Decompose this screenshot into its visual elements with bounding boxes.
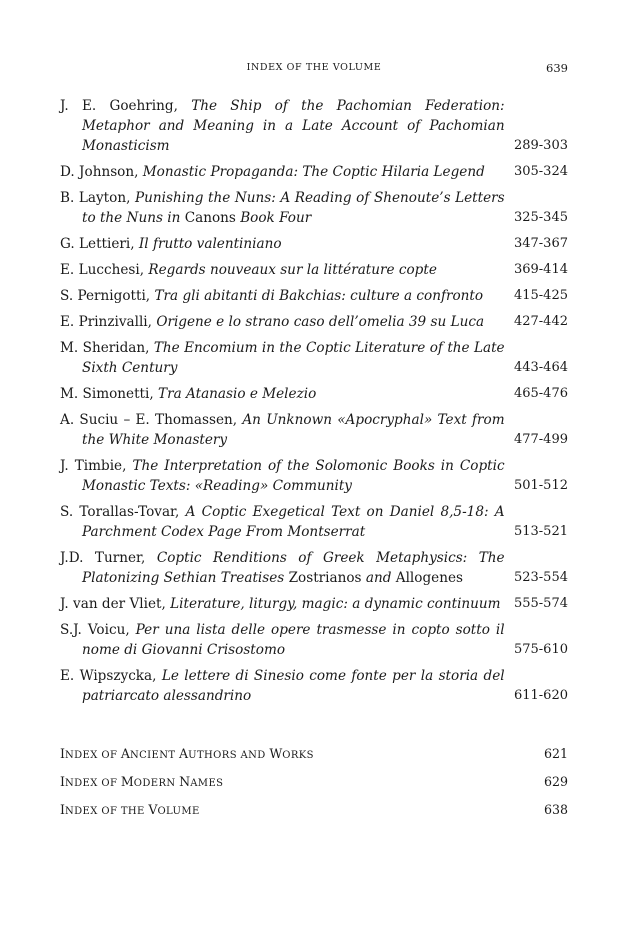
entry-author: B. Layton,	[60, 190, 131, 206]
entry-title: An Unknown «Apocryphal» Text from the White Monastery	[82, 412, 505, 448]
index-title-cap: M	[120, 774, 134, 789]
entry-title-upright: Canons	[184, 210, 236, 226]
running-header	[60, 62, 568, 78]
contents-entry	[60, 594, 568, 614]
entry-text	[60, 456, 505, 496]
running-title: INDEX OF THE VOLUME	[246, 62, 382, 73]
entry-author: M. Simonetti,	[60, 386, 154, 402]
index-entry	[60, 800, 568, 828]
index-title-cap: I	[60, 746, 65, 761]
contents-entry	[60, 286, 568, 306]
entry-text	[60, 96, 505, 156]
index-title-cap: W	[269, 746, 283, 761]
entry-title	[82, 550, 505, 586]
contents-entry	[60, 338, 568, 378]
contents-entry	[60, 620, 568, 660]
entry-pages: 289-303	[513, 138, 568, 153]
entry-pages: 369-414	[513, 262, 568, 277]
entry-author: A. Suciu – E. Thomassen,	[60, 412, 238, 428]
entry-pages: 477-499	[513, 432, 568, 447]
index-title-small: NDEX OF THE	[64, 806, 149, 817]
contents-entry	[60, 384, 568, 404]
entry-pages: 305-324	[513, 164, 568, 179]
index-list	[60, 744, 568, 828]
entry-title-part: Coptic Renditions of Greek Metaphysics: The Platonizing Sethian Treatises	[82, 550, 505, 586]
index-title-small: ORKS	[282, 750, 314, 761]
contents-entry	[60, 456, 568, 496]
entry-author: E. Prinzivalli,	[60, 314, 152, 330]
index-title-cap: A	[179, 746, 189, 761]
page-number: 639	[546, 61, 568, 75]
index-title-small: OLUME	[157, 806, 200, 817]
entry-text	[60, 594, 505, 614]
index-title-cap: V	[148, 802, 158, 817]
entry-text	[60, 410, 505, 450]
index-entry	[60, 744, 568, 772]
entry-text	[60, 338, 505, 378]
entry-author: G. Lettieri,	[60, 236, 135, 252]
entry-pages: 427-442	[513, 314, 568, 329]
entry-pages: 443-464	[513, 360, 568, 375]
entry-title: Tra gli abitanti di Bakchias: culture a confronto	[154, 288, 484, 304]
entry-pages: 501-512	[513, 478, 568, 493]
index-entry	[60, 772, 568, 800]
entry-title: A Coptic Exegetical Text on Daniel 8,5-18: A Parchment Codex Page From Montserrat	[82, 504, 505, 540]
index-title-cap: A	[120, 746, 130, 761]
entry-text	[60, 234, 505, 254]
entry-text	[60, 548, 505, 588]
entry-text	[60, 162, 505, 182]
entry-title: Le lettere di Sinesio come fonte per la storia del patriarcato alessandrino	[82, 668, 505, 704]
contents-entry	[60, 312, 568, 332]
entry-text	[60, 188, 505, 228]
entry-title-part: Book Four	[235, 210, 312, 226]
entry-title: The Ship of the Pachomian Federation: Metaphor and Meaning in a Late Account of Pachomian Monasticism	[82, 98, 505, 154]
entry-pages: 513-521	[513, 524, 568, 539]
entry-pages: 347-367	[513, 236, 568, 251]
entry-pages: 415-425	[513, 288, 568, 303]
contents-list	[60, 96, 568, 712]
contents-entry	[60, 548, 568, 588]
entry-text	[60, 286, 505, 306]
index-title-small: NDEX OF	[64, 778, 121, 789]
entry-title: Literature, liturgy, magic: a dynamic continuum	[170, 596, 501, 612]
entry-title: Tra Atanasio e Melezio	[158, 386, 317, 402]
index-page: 629	[543, 774, 568, 789]
index-title	[60, 800, 200, 828]
entry-title-upright: Zostrianos	[288, 570, 362, 586]
index-title	[60, 744, 314, 772]
entry-pages: 465-476	[513, 386, 568, 401]
index-title-small: AMES	[190, 778, 224, 789]
entry-author: S.J. Voicu,	[60, 622, 130, 638]
entry-pages: 555-574	[513, 596, 568, 611]
entry-text	[60, 620, 505, 660]
contents-entry	[60, 666, 568, 706]
entry-pages: 611-620	[513, 688, 568, 703]
entry-pages: 325-345	[513, 210, 568, 225]
contents-entry	[60, 410, 568, 450]
index-title-cap: I	[60, 774, 65, 789]
entry-text	[60, 312, 505, 332]
entry-title-part: Punishing the Nuns: A Reading of Shenoute’s Letters to the Nuns in	[82, 190, 505, 226]
index-page: 638	[543, 802, 568, 817]
index-title-cap: I	[60, 802, 65, 817]
entry-author: J.D. Turner,	[60, 550, 146, 566]
contents-entry	[60, 234, 568, 254]
index-title-small: NDEX OF	[64, 750, 121, 761]
entry-author: E. Lucchesi,	[60, 262, 145, 278]
entry-title: Monastic Propaganda: The Coptic Hilaria Legend	[142, 164, 485, 180]
entry-author: S. Torallas-Tovar,	[60, 504, 180, 520]
entry-author: J. van der Vliet,	[60, 596, 166, 612]
index-page: 621	[543, 746, 568, 761]
entry-title	[82, 190, 505, 226]
entry-pages: 523-554	[513, 570, 568, 585]
entry-title: Regards nouveaux sur la littérature copte	[148, 262, 437, 278]
entry-author: S. Pernigotti,	[60, 288, 151, 304]
entry-author: J. Timbie,	[60, 458, 127, 474]
contents-entry	[60, 260, 568, 280]
contents-entry	[60, 96, 568, 156]
entry-author: M. Sheridan,	[60, 340, 150, 356]
entry-text	[60, 502, 505, 542]
index-title-small: ODERN	[133, 778, 180, 789]
entry-title: The Interpretation of the Solomonic Books in Coptic Monastic Texts: «Reading» Community	[82, 458, 505, 494]
entry-title: The Encomium in the Coptic Literature of the Late Sixth Century	[82, 340, 505, 376]
entry-author: J. E. Goehring,	[60, 98, 178, 114]
contents-entry	[60, 188, 568, 228]
entry-author: E. Wipszycka,	[60, 668, 157, 684]
index-title-cap: N	[179, 774, 191, 789]
index-title-small: NCIENT	[129, 750, 180, 761]
index-title-small: UTHORS AND	[188, 750, 270, 761]
entry-pages: 575-610	[513, 642, 568, 657]
entry-title-upright: Allogenes	[395, 570, 463, 586]
contents-entry	[60, 162, 568, 182]
contents-entry	[60, 502, 568, 542]
entry-title: Per una lista delle opere trasmesse in copto sotto il nome di Giovanni Crisostomo	[82, 622, 505, 658]
entry-title: Il frutto valentiniano	[138, 236, 282, 252]
entry-text	[60, 384, 505, 404]
entry-title-part: and	[361, 570, 396, 586]
index-title	[60, 772, 223, 800]
entry-text	[60, 666, 505, 706]
entry-title: Origene e lo strano caso dell’omelia 39 su Luca	[156, 314, 485, 330]
entry-author: D. Johnson,	[60, 164, 139, 180]
entry-text	[60, 260, 505, 280]
